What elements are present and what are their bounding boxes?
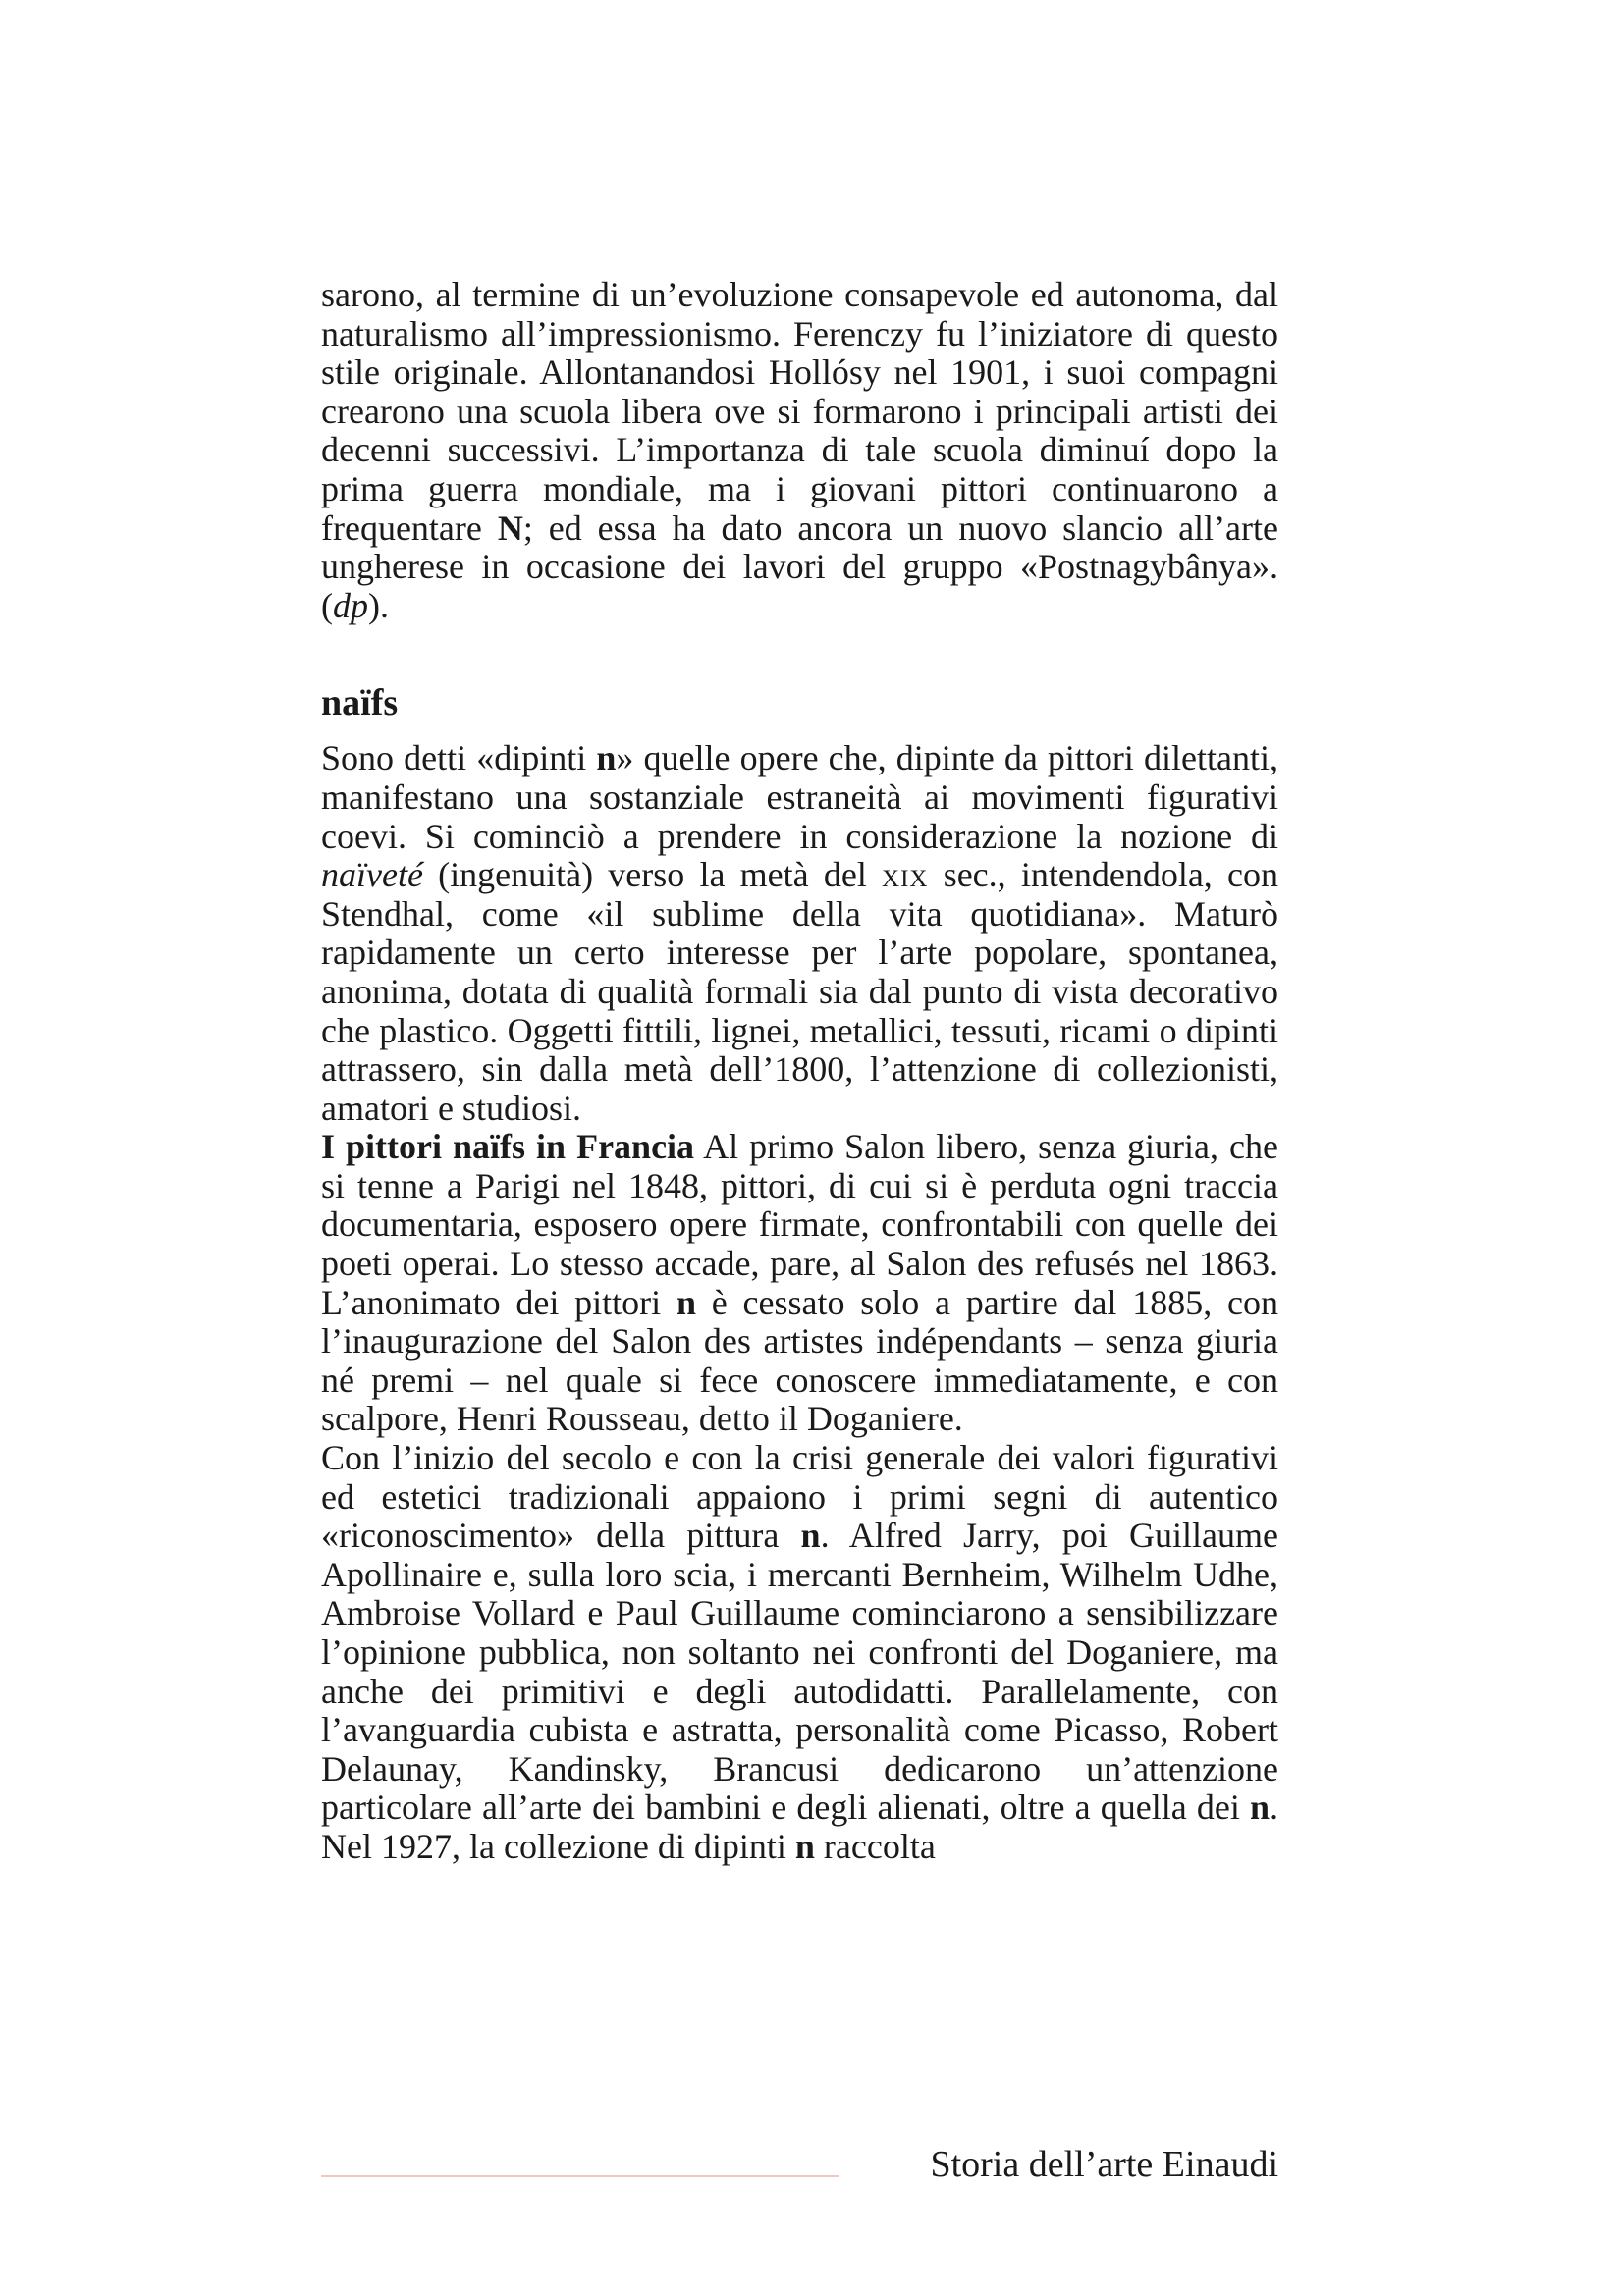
text-run: sarono, al termine di un’evoluzione consapevole ed autonoma, dal naturalismo all’impressionismo. Ferenczy fu l’iniziatore di questo stile originale. Allontanandosi Hollósy nel 1901, i suoi compagni crearono una scuola libera ove si formarono i principali artisti dei decenni successivi. L’importanza di tale scuola diminuí dopo la prima guerra mondiale, ma i giovani pittori continuarono a frequentare [321, 275, 1278, 548]
footer-publication-title: Storia dell’arte Einaudi [930, 2144, 1278, 2185]
century-numeral: xix [882, 855, 929, 895]
abbreviation-bold: n [676, 1282, 696, 1322]
footer-divider [321, 2175, 839, 2177]
article-body [321, 276, 1278, 1867]
intro-paragraph [321, 276, 1278, 625]
paragraph-3 [321, 1439, 1278, 1867]
text-run: ). [368, 585, 389, 625]
text-run: sec., intendendola, con Stendhal, come «il sublime della vita quotidiana». Maturò rapidamente un certo interesse per l’arte popolare, spontanea, anonima, dotata di qualità formali sia dal punto di vista decorativo che plastico. Oggetti fittili, lignei, metallici, tessuti, ricami o dipinti attrassero, sin dalla metà dell’1800, l’attenzione di collezionisti, amatori e studiosi. [321, 855, 1278, 1128]
text-run: Al primo Salon libero, senza giuria, che si tenne a Parigi nel 1848, pittori, di cui si è perduta ogni traccia documentaria, esposero opere firmate, confrontabili con quelle dei poeti operai. Lo stesso accade, pare, al Salon des refusés nel 1863. L’anonimato dei pittori [321, 1127, 1278, 1322]
text-run: . Alfred Jarry, poi Guillaume Apollinaire e, sulla loro scia, i mercanti Bernheim, Wilhelm Udhe, Ambroise Vollard e Paul Guillaume cominciarono a sensibilizzare l’opinione pubblica, non soltanto nei confronti del Doganiere, ma anche dei primitivi e degli autodidatti. Parallelamente, con l’avanguardia cubista e astratta, personalità come Picasso, Robert Delaunay, Kandinsky, Brancusi dedicarono un’attenzione particolare all’arte dei bambini e degli alienati, oltre a quella dei [321, 1516, 1278, 1828]
paragraph-1 [321, 739, 1278, 1128]
text-run: » quelle opere che, dipinte da pittori dilettanti, manifestano una sostanziale estraneità ai movimenti figurativi coevi. Si cominciò a prendere in considerazione la nozione di [321, 738, 1279, 856]
text-run: Sono detti «dipinti [321, 738, 597, 778]
page-footer [321, 2140, 1278, 2189]
italic-term: naïveté [321, 855, 423, 895]
abbreviation-bold: N [497, 507, 523, 548]
abbreviation-bold: n [794, 1826, 815, 1866]
section-subheading: I pittori naïfs in Francia [321, 1127, 695, 1167]
abbreviation-bold: n [1249, 1788, 1270, 1828]
paragraph-2 [321, 1128, 1278, 1439]
text-run: Con l’inizio del secolo e con la crisi generale dei valori figurativi ed estetici tradizionali appaiono i primi segni di autentico «riconoscimento» della pittura [321, 1438, 1278, 1556]
text-run: . Nel 1927, la collezione di dipinti [321, 1788, 1278, 1866]
author-initials: dp [333, 585, 368, 625]
text-run: (ingenuità) verso la metà del [422, 855, 883, 895]
entry-title: naïfs [321, 682, 399, 724]
text-run: è cessato solo a partire dal 1885, con l’inaugurazione del Salon des artistes indépendants – senza giuria né premi – nel quale si fece conoscere immediatamente, e con scalpore, Henri Rousseau, detto il Doganiere. [321, 1282, 1278, 1439]
text-run: raccolta [814, 1826, 936, 1866]
abbreviation-bold: n [800, 1516, 821, 1556]
abbreviation-bold: n [596, 738, 617, 778]
text-run: ; ed essa ha dato ancora un nuovo slancio all’arte ungherese in occasione dei lavori del gruppo «Postnagybânya». ( [321, 507, 1278, 625]
